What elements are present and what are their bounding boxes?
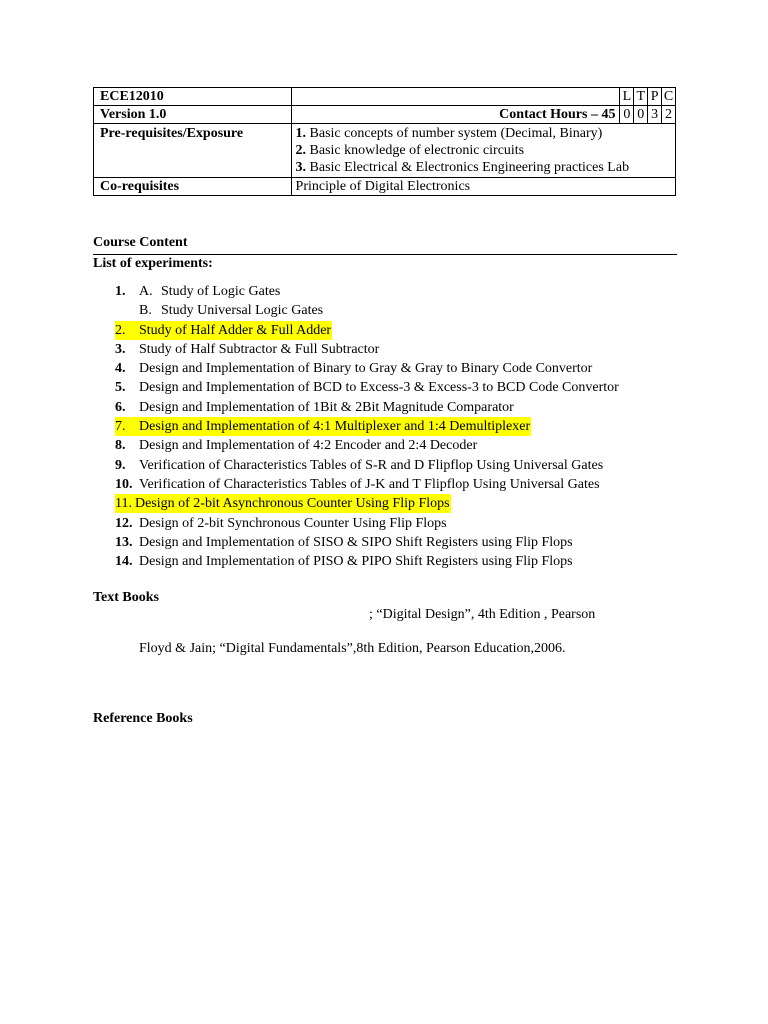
experiment-item [93, 301, 713, 320]
prereq-num: 3. [295, 160, 307, 175]
prereq-text: Basic concepts of number system (Decimal, Binary) [306, 126, 603, 141]
experiment-number: 9. [115, 457, 126, 473]
experiment-item [93, 552, 713, 571]
experiment-item [93, 282, 713, 301]
experiment-item [93, 398, 713, 417]
ltpc-value-t: 0 [634, 106, 648, 124]
prereq-item [296, 142, 671, 159]
experiment-text: Design of 2-bit Asynchronous Counter Using Flip Flops [134, 496, 450, 512]
experiment-number: 1. [115, 284, 126, 299]
version-label: Version 1.0 [94, 106, 292, 124]
prereq-num: 1. [295, 126, 307, 141]
experiment-item [93, 359, 713, 378]
section-divider [93, 254, 677, 255]
sub-letter: B. [139, 303, 152, 319]
experiment-text: Study of Half Adder & Full Adder [139, 322, 332, 338]
experiment-text: Design and Implementation of BCD to Excess-3 & Excess-3 to BCD Code Convertor [139, 380, 619, 396]
experiment-item [93, 494, 713, 513]
course-code-row [94, 88, 676, 106]
ltpc-header-c: C [662, 88, 676, 106]
highlighted-experiment [115, 494, 451, 513]
experiment-item [93, 321, 713, 340]
ltpc-header-l: L [620, 88, 634, 106]
course-code: ECE12010 [94, 88, 292, 106]
prereq-text: Basic knowledge of electronic circuits [306, 143, 525, 158]
experiment-number: 12. [115, 515, 133, 531]
experiment-text: Design of 2-bit Synchronous Counter Using Flip Flops [139, 515, 447, 531]
experiment-sub-b [139, 301, 323, 320]
prereq-row [94, 124, 676, 178]
experiment-number: 3. [115, 341, 126, 357]
highlighted-experiment [115, 321, 332, 340]
prereq-num: 2. [295, 143, 307, 158]
contact-hours: Contact Hours – 45 [291, 106, 620, 124]
experiment-text: Study of Half Subtractor & Full Subtractor [139, 341, 380, 357]
prereq-label: Pre-requisites/Exposure [94, 124, 292, 178]
experiment-text: Verification of Characteristics Tables of J-K and T Flipflop Using Universal Gates [139, 476, 600, 492]
experiment-item [93, 456, 713, 475]
experiment-number: 8. [115, 438, 126, 454]
prereq-list [291, 124, 675, 178]
prereq-text: Basic Electrical & Electronics Engineering practices Lab [306, 160, 630, 175]
experiment-text: Verification of Characteristics Tables of S-R and D Flipflop Using Universal Gates [139, 457, 604, 473]
text-book-entry: Floyd & Jain; “Digital Fundamentals”,8th Edition, Pearson Education,2006. [139, 641, 566, 656]
experiment-item [93, 514, 713, 533]
sub-letter: A. [139, 284, 153, 299]
experiment-number: 11. [115, 496, 132, 512]
experiment-number: 4. [115, 361, 126, 377]
ltpc-header-t: T [634, 88, 648, 106]
experiment-text: Design and Implementation of SISO & SIPO Shift Registers using Flip Flops [139, 534, 573, 550]
experiment-item [93, 378, 713, 397]
version-row [94, 106, 676, 124]
experiments-heading: List of experiments: [93, 256, 213, 271]
experiment-text: Design and Implementation of 4:2 Encoder and 2:4 Decoder [139, 438, 478, 454]
empty-cell [291, 88, 620, 106]
experiment-number: 2. [115, 322, 126, 338]
experiment-number: 7. [115, 419, 126, 435]
highlighted-experiment [115, 417, 531, 436]
experiment-item [93, 340, 713, 359]
experiment-text: Design and Implementation of Binary to Gray & Gray to Binary Code Convertor [139, 361, 593, 377]
experiment-number: 5. [115, 380, 126, 396]
experiment-sub-a [139, 282, 280, 301]
ltpc-value-p: 3 [648, 106, 662, 124]
experiment-item [93, 475, 713, 494]
ltpc-value-c: 2 [662, 106, 676, 124]
experiment-number: 6. [115, 399, 126, 415]
text-book-entry: ; “Digital Design”, 4th Edition , Pearson [369, 607, 596, 622]
experiment-item [93, 436, 713, 455]
reference-books-heading: Reference Books [93, 711, 193, 726]
experiment-item [93, 533, 713, 552]
experiment-text: Design and Implementation of 1Bit & 2Bit Magnitude Comparator [139, 399, 514, 415]
experiment-number: 10. [115, 476, 133, 492]
experiment-text: Design and Implementation of 4:1 Multiplexer and 1:4 Demultiplexer [139, 419, 531, 435]
sub-text: Study Universal Logic Gates [161, 303, 324, 319]
coreq-label: Co-requisites [94, 178, 292, 196]
experiment-list [93, 282, 713, 571]
experiment-item [93, 417, 713, 436]
experiment-text: Design and Implementation of PISO & PIPO Shift Registers using Flip Flops [139, 554, 573, 570]
ltpc-value-l: 0 [620, 106, 634, 124]
sub-text: Study of Logic Gates [161, 284, 281, 299]
prereq-item [296, 125, 671, 142]
coreq-row [94, 178, 676, 196]
text-books-heading: Text Books [93, 590, 160, 605]
coreq-value: Principle of Digital Electronics [291, 178, 675, 196]
course-info-table [93, 87, 676, 196]
experiment-number: 13. [115, 534, 133, 550]
experiment-number: 14. [115, 554, 133, 570]
prereq-item [296, 159, 671, 176]
course-content-heading: Course Content [93, 235, 188, 250]
ltpc-header-p: P [648, 88, 662, 106]
